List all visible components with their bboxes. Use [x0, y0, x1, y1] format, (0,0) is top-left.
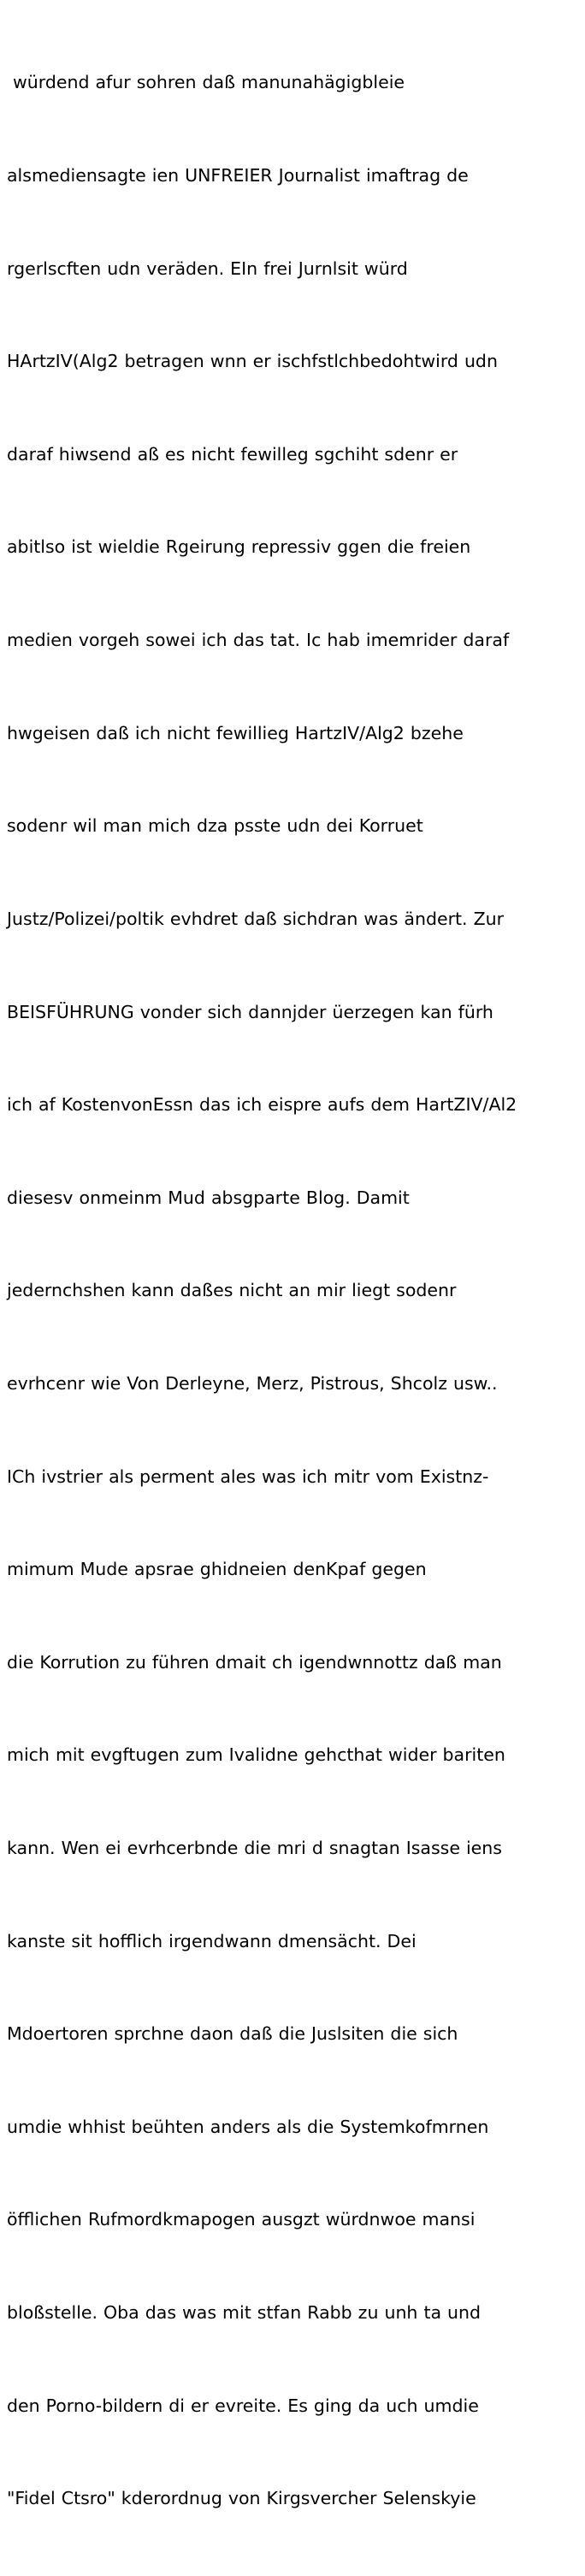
text-line: kann. Wen ei evrhcerbnde die mri d snagtan Isasse iens [7, 1837, 502, 1858]
text-line: mich mit evgftugen zum Ivalidne gehcthat wider bariten [7, 1744, 505, 1766]
text-line: Mdoertoren sprchne daon daß die Juslsiten die sich [7, 2023, 458, 2045]
text-line: BEISFÜHRUNG vonder sich dannjder üerzegen kan fürh [7, 1001, 493, 1022]
text-line: mimum Mude apsrae ghidneien denKpaf gegen [7, 1559, 427, 1580]
text-line: "Fidel Ctsro" kderordnug von Kirgsvercher Selenskyie [7, 2488, 476, 2509]
text-line: ICh ivstrier als perment ales was ich mitr vom Existnz- [7, 1466, 489, 1487]
text-line: alsmediensagte ien UNFREIER Journalist imaftrag de [7, 165, 469, 187]
text-line: daraf hiwsend aß es nicht fewilleg sgchiht sdenr er [7, 443, 458, 465]
document-text-body [7, 5, 578, 2576]
text-line: medien vorgeh sowei ich das tat. Ic hab imemrider daraf [7, 630, 510, 651]
text-line: hwgeisen daß ich nicht fewillieg HartzIV/Alg2 bzehe [7, 722, 464, 743]
text-line: sodenr wil man mich dza psste udn dei Korruet [7, 815, 423, 837]
text-line: Justz/Polizei/poltik evhdret daß sichdran was ändert. Zur [7, 908, 505, 929]
text-line: bloßstelle. Oba das was mit stfan Rabb zu unh ta und [7, 2302, 482, 2324]
text-line: kanste sit hofflich irgendwann dmensächt. Dei [7, 1930, 417, 1951]
text-line: den Porno-bildern di er evreite. Es ging da uch umdie [7, 2395, 479, 2416]
text-line: jedernchshen kann daßes nicht an mir liegt sodenr [7, 1280, 457, 1301]
text-line: rgerlscften udn veräden. EIn frei Jurnlsit würd [7, 258, 408, 279]
text-line: diesesv onmeinm Mud absgparte Blog. Damit [7, 1187, 410, 1208]
text-line: ich af KostenvonEssn das ich eispre aufs dem HartZIV/Al2 [7, 1094, 517, 1116]
text-line: umdie whhist beühten anders als die Systemkofmrnen [7, 2116, 489, 2137]
text-line: abitlso ist wieldie Rgeirung repressiv ggen die freien [7, 536, 471, 558]
text-line: würdend afur sohren daß manunahägigbleie [7, 72, 405, 93]
text-line: öfflichen Rufmordkmapogen ausgzt würdnwoe mansi [7, 2209, 476, 2230]
text-line: HArtzIV(Alg2 betragen wnn er ischfstlchbedohtwird udn [7, 351, 498, 372]
text-line: evrhcenr wie Von Derleyne, Merz, Pistrous, Shcolz usw.. [7, 1372, 498, 1394]
text-line: die Korrution zu führen dmait ch igendwnnottz daß man [7, 1651, 502, 1673]
